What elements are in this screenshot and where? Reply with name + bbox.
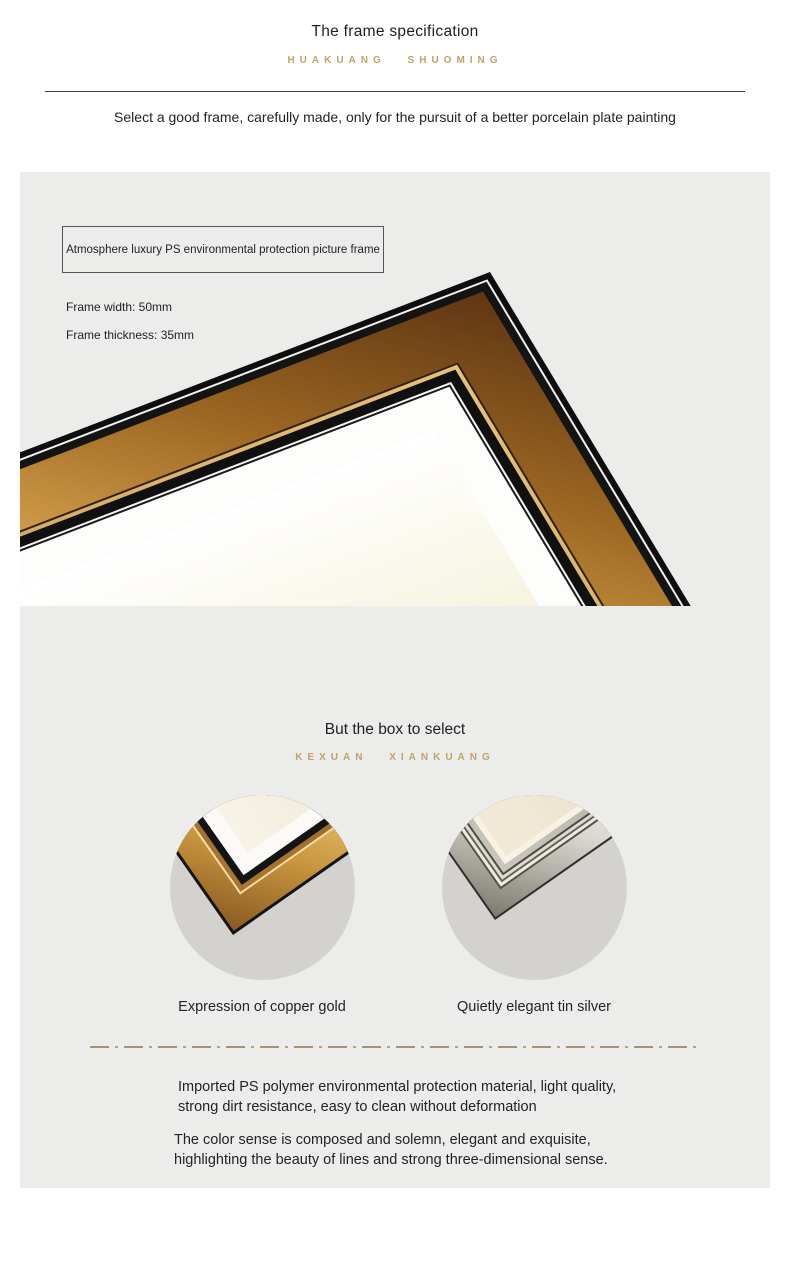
material-description: [178, 1077, 616, 1117]
selection-title: But the box to select: [324, 721, 466, 738]
gold-sample-frame-corner: [170, 795, 355, 935]
color-description: [174, 1130, 608, 1170]
copper-gold-frame-sample: [170, 795, 355, 980]
spec-panel: [20, 172, 770, 1188]
selection-pinyin: KEXUAN XIANKUANG: [295, 752, 495, 763]
frame-name-label-box: [62, 226, 384, 273]
page-title-pinyin: HUAKUANG SHUOMING: [287, 55, 503, 66]
page-title: The frame specification: [311, 23, 479, 40]
copper-gold-caption: Expression of copper gold: [178, 999, 346, 1015]
header-divider-line: [45, 91, 745, 92]
material-description-line-1: Imported PS polymer environmental protection material, light quality,: [178, 1079, 617, 1095]
frame-name-label: Atmosphere luxury PS environmental protection picture frame: [66, 243, 380, 256]
dashed-divider: [90, 1046, 700, 1048]
frame-thickness-spec: Frame thickness: 35mm: [66, 328, 195, 342]
color-description-line-1: The color sense is composed and solemn, elegant and exquisite,: [174, 1132, 591, 1148]
material-description-line-2: strong dirt resistance, easy to clean without deformation: [178, 1099, 537, 1115]
silver-sample-frame-corner: [442, 795, 627, 920]
page-tagline: Select a good frame, carefully made, only for the pursuit of a better porcelain plate painting: [114, 109, 676, 125]
color-description-line-2: highlighting the beauty of lines and strong three-dimensional sense.: [174, 1152, 608, 1168]
frame-width-spec: Frame width: 50mm: [66, 300, 173, 314]
tin-silver-caption: Quietly elegant tin silver: [457, 999, 611, 1015]
gold-frame-corner: [20, 272, 770, 606]
tin-silver-frame-sample: [442, 795, 627, 980]
